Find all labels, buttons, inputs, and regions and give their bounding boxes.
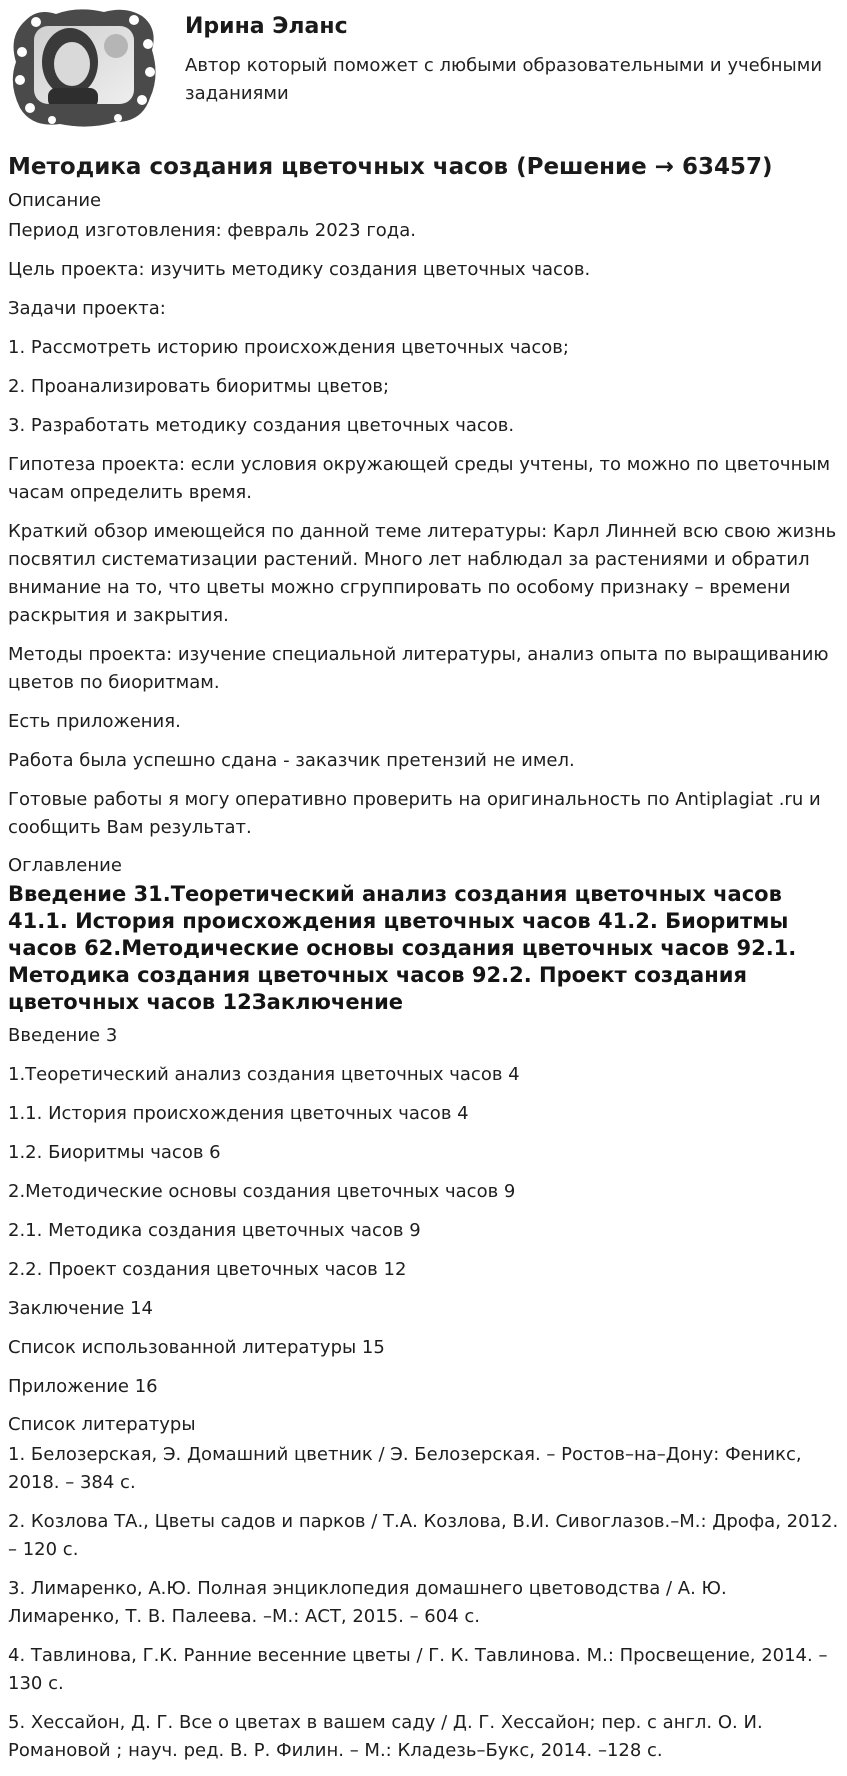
toc-item: Приложение 16	[8, 1376, 158, 1397]
author-description: Автор который поможет с любыми образовательными и учебными заданиями	[185, 55, 823, 104]
toc-list	[8, 1022, 844, 1401]
author-name[interactable]: Ирина Эланс	[185, 14, 348, 39]
toc-item: 1.2. Биоритмы часов 6	[8, 1142, 221, 1163]
toc-item: 2.1. Методика создания цветочных часов 9	[8, 1220, 421, 1241]
page	[8, 6, 844, 1776]
description-paragraph: 3. Разработать методику создания цветочных часов.	[8, 415, 515, 436]
description-section	[8, 217, 844, 842]
page-title: Методика создания цветочных часов (Решение → 63457)	[8, 154, 773, 180]
description-paragraph: Работа была успешно сдана - заказчик претензий не имел.	[8, 750, 575, 771]
description-paragraph: Цель проекта: изучить методику создания цветочных часов.	[8, 259, 591, 280]
toc-item: 2.2. Проект создания цветочных часов 12	[8, 1259, 407, 1280]
description-paragraph: Период изготовления: февраль 2023 года.	[8, 220, 416, 241]
author-card	[8, 6, 844, 134]
reference-item: 3. Лимаренко, А.Ю. Полная энциклопедия домашнего цветоводства / А. Ю. Лимаренко, Т. В. Палеева. –М.: АСТ, 2015. – 604 с.	[8, 1578, 727, 1627]
references-label: Список литературы	[8, 1414, 196, 1435]
description-paragraph: Краткий обзор имеющейся по данной теме литературы: Карл Линней всю свою жизнь посвятил систематизации растений. Много лет наблюдал за растениями и обратил внимание на то, что цветы можно сгруппировать по особому признаку – времени раскрытия и закрытия.	[8, 521, 837, 626]
description-paragraph: 1. Рассмотреть историю происхождения цветочных часов;	[8, 337, 569, 358]
description-label: Описание	[8, 190, 102, 211]
author-photo-icon	[8, 6, 162, 130]
reference-item: 5. Хессайон, Д. Г. Все о цветах в вашем саду / Д. Г. Хессайон; пер. с англ. О. И. Романовой ; науч. ред. В. Р. Филин. – М.: Кладезь–Букс, 2014. –128 с.	[8, 1712, 763, 1761]
description-paragraph: Готовые работы я могу оперативно проверить на оригинальность по Antiplagiat .ru и сообщить Вам результат.	[8, 789, 821, 838]
description-paragraph: Методы проекта: изучение специальной литературы, анализ опыта по выращиванию цветов по биоритмам.	[8, 644, 829, 693]
references-list	[8, 1441, 844, 1765]
toc-bold-summary: Введение 31.Теоретический анализ создания цветочных часов 41.1. История происхождения цветочных часов 41.2. Биоритмы часов 62.Методические основы создания цветочных часов 92.1. Методика создания цветочных часов 92.2. Проект создания цветочных часов 12Заключение	[8, 882, 797, 1014]
reference-item: 4. Тавлинова, Г.К. Ранние весенние цветы / Г. К. Тавлинова. М.: Просвещение, 2014. – 130 с.	[8, 1645, 828, 1694]
toc-label: Оглавление	[8, 855, 122, 876]
toc-item: 1.1. История происхождения цветочных часов 4	[8, 1103, 469, 1124]
reference-item: 2. Козлова ТА., Цветы садов и парков / Т.А. Козлова, В.И. Сивоглазов.–М.: Дрофа, 2012. – 120 с.	[8, 1511, 839, 1560]
toc-item: Список использованной литературы 15	[8, 1337, 385, 1358]
description-paragraph: Гипотеза проекта: если условия окружающей среды учтены, то можно по цветочным часам определить время.	[8, 454, 831, 503]
toc-item: 1.Теоретический анализ создания цветочных часов 4	[8, 1064, 520, 1085]
description-paragraph: Задачи проекта:	[8, 298, 166, 319]
description-paragraph: 2. Проанализировать биоритмы цветов;	[8, 376, 390, 397]
toc-item: 2.Методические основы создания цветочных часов 9	[8, 1181, 516, 1202]
reference-item: 1. Белозерская, Э. Домашний цветник / Э. Белозерская. – Ростов–на–Дону: Феникс, 2018. – 384 с.	[8, 1444, 802, 1493]
author-avatar[interactable]	[8, 6, 162, 130]
toc-item: Заключение 14	[8, 1298, 153, 1319]
description-paragraph: Есть приложения.	[8, 711, 181, 732]
toc-item: Введение 3	[8, 1025, 118, 1046]
